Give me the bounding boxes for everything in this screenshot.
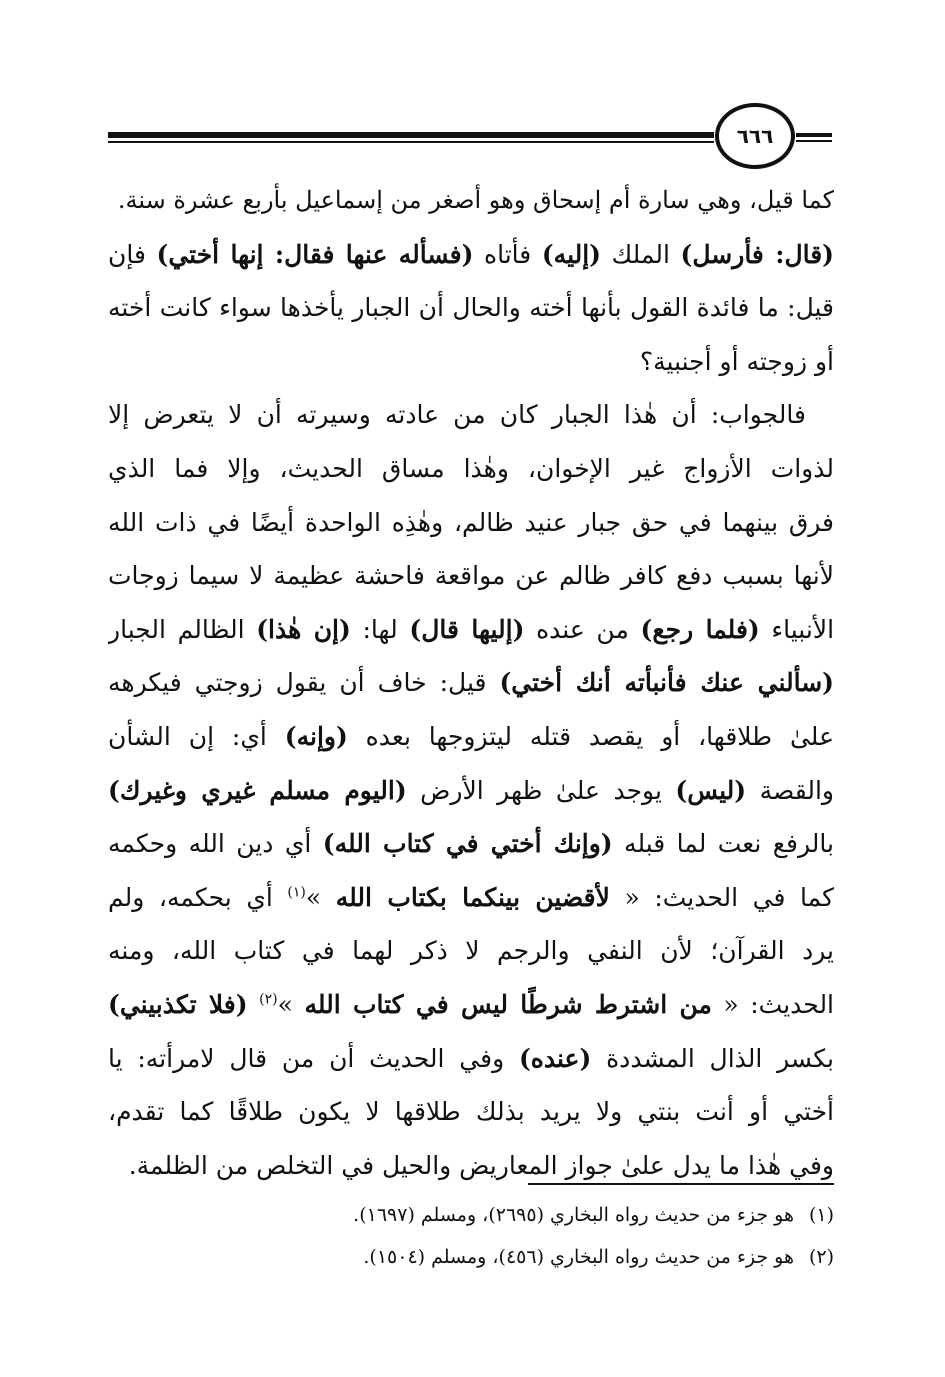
text-run: أي بحكمه، ولم [108,882,288,912]
quoted-text: (قال: فأرسل) [680,239,834,269]
text-line [108,710,834,764]
quoted-text: (فسأله عنها فقال: إنها أختي) [156,239,474,269]
text-line [108,388,834,442]
quoted-text: (اليوم مسلم غيري وغيرك) [108,775,407,805]
footnote-ref[interactable]: (١) [287,884,306,901]
footnote [108,1194,834,1236]
text-run: فالجواب: أن هٰذا الجبار كان من عادته وسيرته أن لا يتعرض إلا [108,400,806,430]
text-run: بكسر الذال المشددة [591,1043,834,1073]
text-run [248,990,260,1019]
text-run: فأتاه [473,239,542,269]
footnotes [108,1194,834,1278]
quoted-text: (إن هٰذا) [256,614,351,644]
text-line [108,335,834,389]
text-run: فإن [108,239,157,269]
text-run: كما قيل، وهي سارة أم إسحاق وهو أصغر من إسماعيل بأربع عشرة سنة. [117,186,834,214]
quoted-text: (عنده) [518,1043,592,1073]
text-run: لأنها بسبب دفع كافر ظالم عن مواقعة فاحشة عظيمة لا سيما زوجات [108,561,834,591]
text-line [108,1032,834,1086]
text-line [108,174,834,228]
text-line [108,603,834,657]
text-run: يرد القرآن؛ لأن النفي والرجم لا ذكر لهما في كتاب الله، ومنه [108,936,834,966]
text-line [108,549,834,603]
text-line [108,978,834,1032]
text-line [108,442,834,496]
hadith-quote: من اشترط شرطًا ليس في كتاب الله [304,989,712,1019]
text-run: قيل: ما فائدة القول بأنها أخته والحال أن الجبار يأخذها سواء كانت أخته [108,293,834,323]
text-run: أي دين الله وحكمه [108,829,323,859]
text-line [108,817,834,871]
text-run: كما في الحديث: « [609,882,834,912]
text-line [108,656,834,710]
text-run: » [305,882,336,912]
text-run: أي: إن الشأن [108,721,285,751]
text-line [108,228,834,282]
text-run: علىٰ طلاقها، أو يقصد قتله ليتزوجها بعده [347,721,834,751]
text-run: أو زوجته أو أجنبية؟ [639,346,834,376]
text-run: أختي أو أنت بنتي ولا يريد بذلك طلاقها لا يكون طلاقًا كما تقدم، [108,1097,834,1127]
text-run: الحديث: « [711,989,834,1019]
footnote-ref[interactable]: (٢) [259,991,278,1008]
text-run: فرق بينهما في حق جبار عنيد ظالم، وهٰذِه الواحدة أيضًا في ذات الله [108,507,834,537]
footnote-number: (٢) [808,1246,834,1268]
text-run: وفي الحديث أن من قال لامرأته: يا [108,1043,519,1073]
header-rule-thin [108,141,714,143]
footnote-number: (١) [808,1204,834,1226]
text-line [108,924,834,978]
quoted-text: (وإنك أختي في كتاب الله) [322,829,613,859]
body-text [108,174,834,1192]
text-line [108,764,834,818]
quoted-text: (فلما رجع) [640,614,760,644]
page-number: ٦٦٦ [736,124,774,148]
footnote-separator [528,1183,834,1185]
text-run: وفي هٰذا ما يدل علىٰ جواز المعاريض والحيل في التخلص من الظلمة. [128,1150,834,1180]
text-line [108,871,834,925]
text-run: بالرفع نعت لما قبله [612,829,834,859]
quoted-text: (سألني عنك فأنبأته أنك أختي) [499,668,834,698]
quoted-text: (وإنه) [284,721,348,751]
footnote-text: هو جزء من حديث رواه البخاري (٤٥٦)، ومسلم (١٥٠٤). [363,1246,794,1268]
header-rule-right-thin [796,140,832,142]
text-run: والقصة [746,775,834,805]
text-run: الملك [601,239,681,269]
text-line [108,1085,834,1139]
footnote [108,1236,834,1278]
text-run: الأنبياء [759,614,834,644]
page-number-badge [715,103,795,169]
text-run: لذوات الأزواج غير الإخوان، وهٰذا مساق الحديث، وإلا فما الذي [108,453,834,483]
text-run: يوجد علىٰ ظهر الأرض [406,775,676,805]
text-line [108,496,834,550]
text-run: الظالم الجبار [108,614,257,644]
text-run: من عنده [524,614,641,644]
footnote-text: هو جزء من حديث رواه البخاري (٢٦٩٥)، ومسلم (١٦٩٧). [353,1204,794,1226]
text-run: » [277,989,305,1019]
text-line [108,281,834,335]
hadith-quote: لأقضين بينكما بكتاب الله [335,882,610,912]
quoted-text: (إليها قال) [409,614,525,644]
header-rule-right [796,133,832,137]
quoted-text: (ليس) [675,775,747,805]
quoted-text: (فلا تكذبيني) [108,989,248,1019]
quoted-text: (إليه) [541,239,602,269]
text-run: قيل: خاف أن يقول زوجتي فيكرهه [108,668,500,698]
text-run: لها: [350,614,410,644]
header-rule [108,132,714,138]
